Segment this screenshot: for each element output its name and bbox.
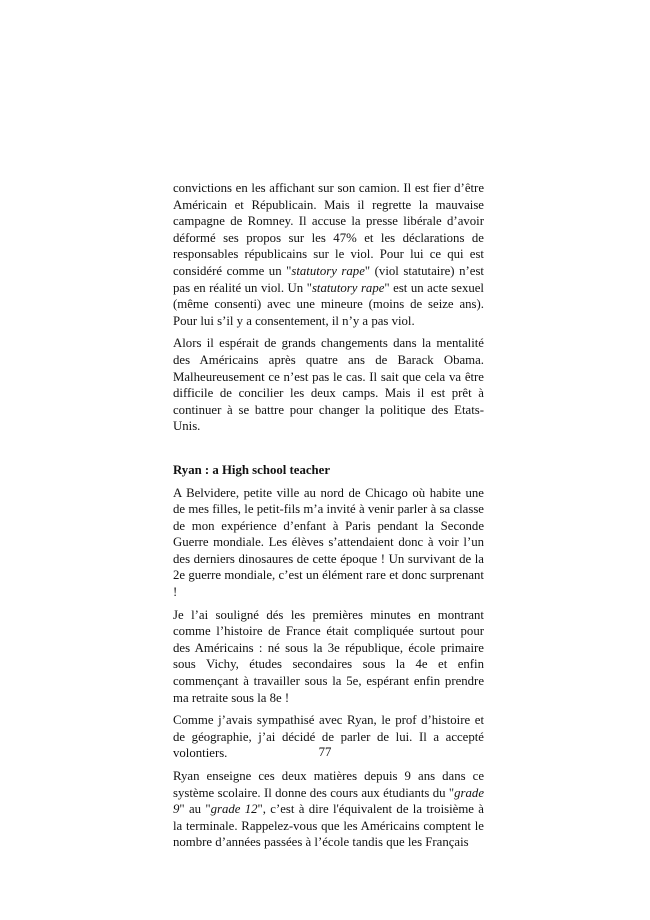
paragraph: Alors il espérait de grands changements dans la mentalité des Américains après quatre ans de Barack Obama. Malheureusement ce n’est pas le cas. Il sait que cela va être difficile de concilier les deux camps. Mais il est prêt à continuer à se battre pour changer la politique des Etats-Unis. bbox=[173, 336, 484, 434]
paragraph: Je l’ai souligné dés les premières minutes en montrant comme l’histoire de France était compliquée surtout pour des Américains : né sous la 3e république, école primaire sous Vichy, études secondaires sous la 4e et enfin commençant à travailler sous la 5e, espérant enfin prendre ma retraite sous la 8e ! bbox=[173, 607, 484, 705]
paragraph: Ryan enseigne ces deux matières depuis 9 ans dans ce système scolaire. Il donne des cours aux étudiants du "grade 9" au "grade 12", c’est à dire l'équivalent de la troisième à la terminale. Rappelez-vous que les Américains comptent le nombre d’années passées à l’école tandis que les Français bbox=[173, 769, 484, 850]
paragraph: convictions en les affichant sur son camion. Il est fier d’être Américain et Républicain. Mais il regrette la mauvaise campagne de Romney. Il accuse la presse libérale d’avoir déformé ses propos sur les 47% et les déclarations de responsables républicains sur le viol. Pour lui ce qui est considéré comme un "statutory rape" (viol statutaire) n’est pas en réalité un viol. Un "statutory rape" est un acte sexuel (même consenti) avec une mineure (moins de seize ans). Pour lui s’il y a consentement, il n’y a pas viol. bbox=[173, 181, 484, 328]
page-number: 77 bbox=[318, 745, 332, 759]
section-heading: Ryan : a High school teacher bbox=[173, 462, 331, 477]
term-italic: grade 12 bbox=[210, 802, 258, 817]
paragraph: Comme j’avais sympathisé avec Ryan, le prof d’histoire et de géographie, j’ai décidé de parler de lui. Il a accepté volontiers. bbox=[173, 713, 484, 761]
paragraph: A Belvidere, petite ville au nord de Chicago où habite une de mes filles, le petit-fils m’a invité à venir parler à sa classe de mon expérience d’enfant à Paris pendant la Seconde Guerre mondiale. Les élèves s’attendaient donc à voir l’un des derniers dinosaures de cette époque ! Un survivant de la 2e guerre mondiale, c’est un élément rare et donc surprenant ! bbox=[173, 485, 484, 600]
term-italic: grade 9 bbox=[173, 785, 484, 817]
term-italic: statutory rape bbox=[311, 280, 385, 295]
term-italic: statutory rape bbox=[291, 263, 365, 278]
